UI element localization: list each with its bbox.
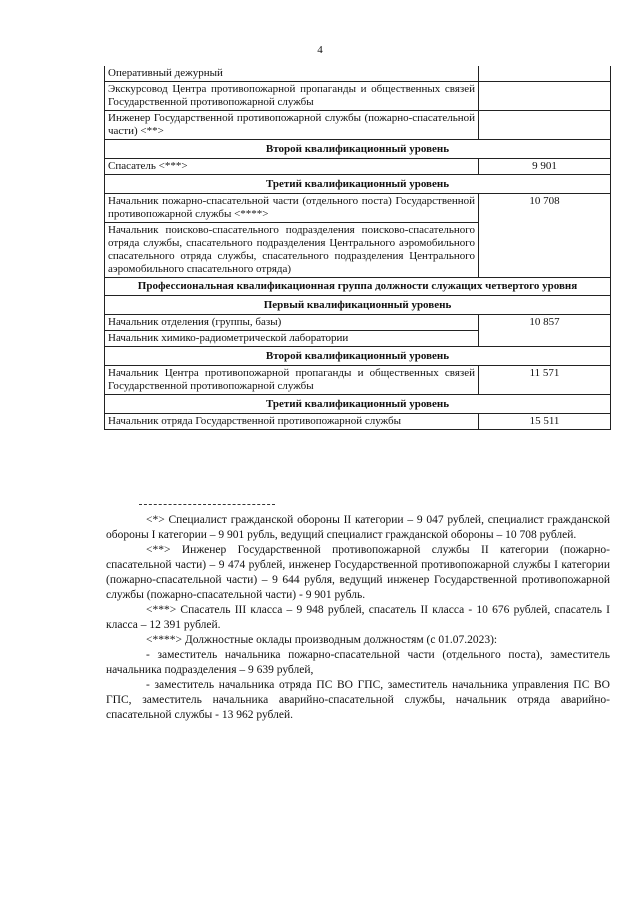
- qualification-level-heading: Второй квалификационный уровень: [105, 347, 611, 366]
- position-name: Экскурсовод Центра противопожарной пропаганды и общественных связей Государственной противопожарной службы: [105, 82, 479, 111]
- table-row: [105, 331, 611, 347]
- table-section-row: [105, 140, 611, 159]
- salary-value: [479, 111, 611, 140]
- table-row: [105, 414, 611, 430]
- salary-table-body: [105, 66, 611, 430]
- position-name: Спасатель <***>: [105, 159, 479, 175]
- table-row: [105, 159, 611, 175]
- qualification-level-heading: Второй квалификационный уровень: [105, 140, 611, 159]
- salary-table: [104, 66, 611, 430]
- table-row: [105, 366, 611, 395]
- footnote-4-item-2: - заместитель начальника отряда ПС ВО ГПС, заместитель начальника управления ПС ВО ГПС, заместитель начальника аварийно-спасательной службы, начальник отряда аварийно-спасательной службы - 13 962 рублей.: [106, 679, 610, 721]
- position-name: Оперативный дежурный: [105, 66, 479, 82]
- salary-value: [479, 223, 611, 278]
- salary-value: 11 571: [479, 366, 611, 395]
- qualification-level-heading: Первый квалификационный уровень: [105, 296, 611, 315]
- table-row: [105, 223, 611, 278]
- salary-value: [479, 331, 611, 347]
- position-name: Начальник отделения (группы, базы): [105, 315, 479, 331]
- position-name: Начальник Центра противопожарной пропаганды и общественных связей Государственной противопожарной службы: [105, 366, 479, 395]
- position-name: Начальник поисково-спасательного подразделения поисково-спасательного отряда службы, спасательного подразделения Центрального аэромобильного спасательного отряда службы, спасательного подразделения Центрального аэромобильного спасательного отряда): [105, 223, 479, 278]
- table-row: [105, 315, 611, 331]
- qualification-group-heading: Профессиональная квалификационная группа должности служащих четвертого уровня: [105, 278, 611, 296]
- salary-value: [479, 82, 611, 111]
- footnote-1: <*> Специалист гражданской обороны II категории – 9 047 рублей, специалист гражданской обороны I категории – 9 901 рубль, ведущий специалист гражданской обороны – 10 708 рублей.: [106, 514, 610, 541]
- footnote-separator: [139, 504, 275, 505]
- table-section-row: [105, 347, 611, 366]
- qualification-level-heading: Третий квалификационный уровень: [105, 175, 611, 194]
- table-section-row: [105, 395, 611, 414]
- table-row: [105, 194, 611, 223]
- qualification-level-heading: Третий квалификационный уровень: [105, 395, 611, 414]
- table-section-row: [105, 175, 611, 194]
- table-row: [105, 66, 611, 82]
- salary-value: 10 857: [479, 315, 611, 331]
- table-section-row: [105, 296, 611, 315]
- salary-value: [479, 66, 611, 82]
- table-section-row: [105, 278, 611, 296]
- footnote-3: <***> Спасатель III класса – 9 948 рублей, спасатель II класса - 10 676 рублей, спасатель I класса – 12 391 рублей.: [106, 604, 610, 631]
- position-name: Инженер Государственной противопожарной службы (пожарно-спасательной части) <**>: [105, 111, 479, 140]
- page-number: 4: [317, 44, 323, 56]
- footnotes: [106, 513, 610, 723]
- footnote-4: <****> Должностные оклады производным должностям (с 01.07.2023):: [146, 634, 498, 646]
- table-row: [105, 111, 611, 140]
- salary-value: 10 708: [479, 194, 611, 223]
- salary-value: 15 511: [479, 414, 611, 430]
- salary-value: 9 901: [479, 159, 611, 175]
- position-name: Начальник пожарно-спасательной части (отдельного поста) Государственной противопожарной службы <****>: [105, 194, 479, 223]
- table-row: [105, 82, 611, 111]
- footnote-4-item-1: - заместитель начальника пожарно-спасательной части (отдельного поста), заместитель начальника подразделения – 9 639 рублей,: [106, 649, 610, 676]
- footnote-2: <**> Инженер Государственной противопожарной службы II категории (пожарно-спасательной части) – 9 474 рублей, инженер Государственной противопожарной службы I категории (пожарно-спасательной части) – 9 644 рубля, ведущий инженер Государственной противопожарной службы (пожарно-спасательной части) - 9 901 рубль.: [106, 544, 610, 601]
- position-name: Начальник химико-радиометрической лаборатории: [105, 331, 479, 347]
- position-name: Начальник отряда Государственной противопожарной службы: [105, 414, 479, 430]
